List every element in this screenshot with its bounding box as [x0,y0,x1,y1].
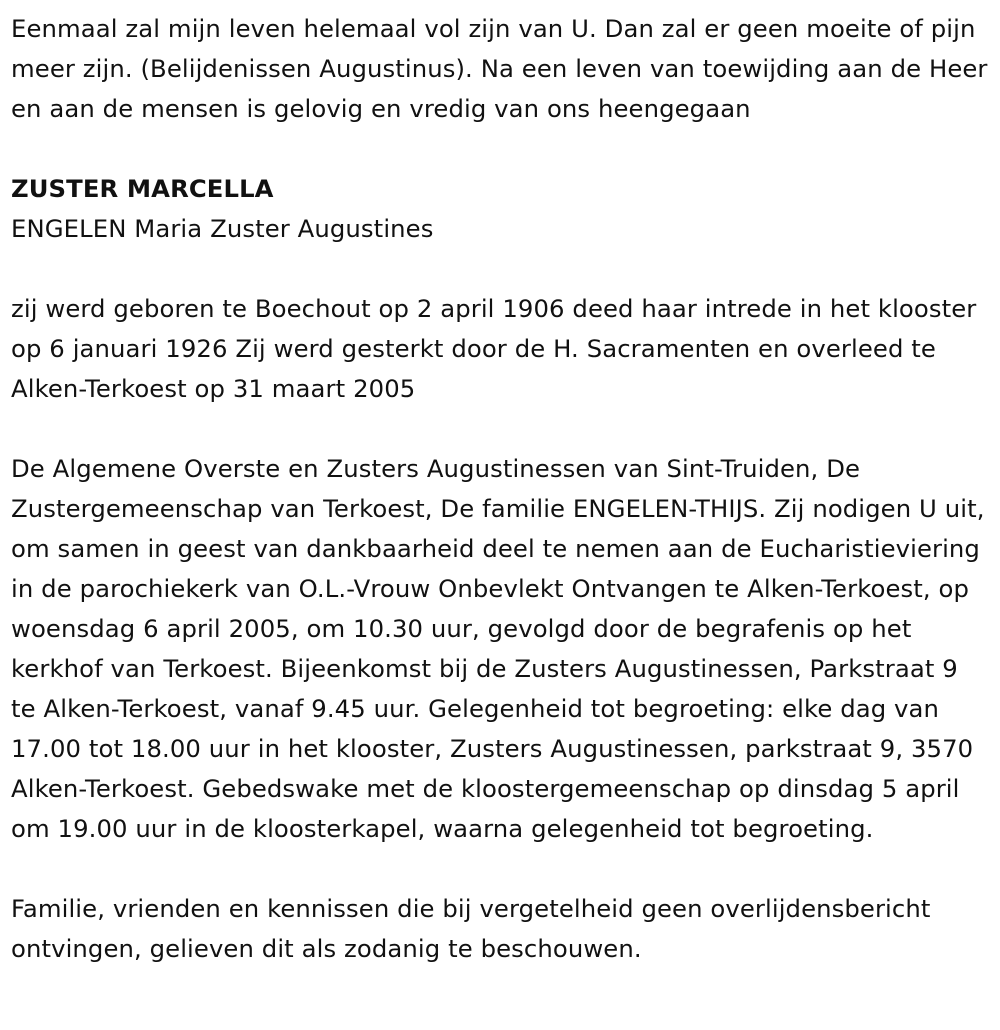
deceased-full-name: ENGELEN Maria Zuster Augustines [11,214,434,243]
spacer [11,409,990,449]
spacer [11,249,990,289]
closing-paragraph: Familie, vrienden en kennissen die bij vergetelheid geen overlijdensbericht ontvingen, gelieven dit als zodanig te beschouwen. [11,894,931,963]
deceased-name: ZUSTER MARCELLA [11,174,274,203]
spacer [11,849,990,889]
invitation-paragraph: De Algemene Overste en Zusters Augustinessen van Sint-Truiden, De Zustergemeenschap van Terkoest, De familie ENGELEN-THIJS. Zij nodigen U uit, om samen in geest van dankbaarheid deel te nemen aan de Eucharistieviering in de parochiekerk van O.L.-Vrouw Onbevlekt Ontvangen te Alken-Terkoest, op woensdag 6 april 2005, om 10.30 uur, gevolgd door de begrafenis op het kerkhof van Terkoest. Bijeenkomst bij de Zusters Augustinessen, Parkstraat 9 te Alken-Terkoest, vanaf 9.45 uur. Gelegenheid tot begroeting: elke dag van 17.00 tot 18.00 uur in het klooster, Zusters Augustinessen, parkstraat 9, 3570 Alken-Terkoest. Gebedswake met de kloostergemeenschap op dinsdag 5 april om 19.00 uur in de kloosterkapel, waarna gelegenheid tot begroeting. [11,454,985,843]
life-details-paragraph: zij werd geboren te Boechout op 2 april 1906 deed haar intrede in het klooster op 6 januari 1926 Zij werd gesterkt door de H. Sacramenten en overleed te Alken-Terkoest op 31 maart 2005 [11,294,977,403]
intro-paragraph: Eenmaal zal mijn leven helemaal vol zijn van U. Dan zal er geen moeite of pijn meer zijn. (Belijdenissen Augustinus). Na een leven van toewijding aan de Heer en aan de mensen is gelovig en vredig van ons heengegaan [11,14,988,123]
spacer [11,129,990,169]
